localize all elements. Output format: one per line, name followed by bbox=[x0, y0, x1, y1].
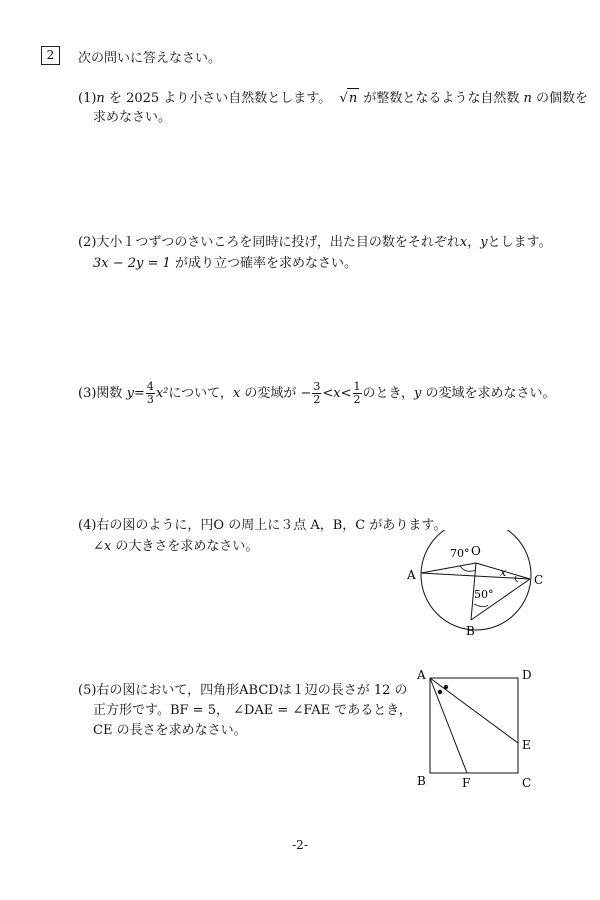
label-e: E bbox=[522, 738, 531, 752]
q4-text-line1: 右の図のように，円O の周上に３点 A，B，C があります。 bbox=[96, 518, 447, 533]
q3-eq: = bbox=[133, 386, 145, 401]
label-50: 50° bbox=[474, 588, 494, 601]
page-number: -2- bbox=[292, 838, 308, 852]
label-b: B bbox=[417, 774, 426, 788]
q3-fraction-3-2: $\frac{3}{2}$ bbox=[313, 380, 321, 406]
q3-var-x-2: x bbox=[333, 386, 341, 401]
q3-mid1: について， bbox=[168, 386, 233, 401]
q1-text-pre: を 2025 より小さい自然数とします。 bbox=[108, 91, 332, 106]
q3-mid3: のとき， bbox=[362, 386, 415, 401]
q2-number: (2) bbox=[78, 235, 97, 250]
q3-x-squared: x² bbox=[155, 386, 169, 401]
segment-ae bbox=[430, 678, 518, 743]
label-70: 70° bbox=[450, 547, 470, 560]
angle-dot-2 bbox=[438, 690, 442, 694]
q1-sqrt-n: n bbox=[347, 88, 359, 109]
q2-equation: 3x − 2y = 1 bbox=[93, 256, 171, 271]
label-c: C bbox=[522, 776, 532, 790]
q1-text-mid: が整数となるような自然数 bbox=[359, 91, 524, 106]
q2-text-post: とします。 bbox=[487, 235, 552, 250]
q1-number: (1) bbox=[78, 91, 97, 106]
label-d: D bbox=[522, 668, 532, 682]
square-abcd bbox=[430, 678, 518, 773]
q1-var-n: n bbox=[96, 91, 105, 106]
label-c: C bbox=[534, 573, 544, 587]
q3-lt1: < bbox=[322, 386, 334, 401]
q3-fraction-4-3: $\frac{4}{3}$ bbox=[146, 380, 154, 406]
q1-text-post: の個数を bbox=[531, 91, 588, 106]
label-o: O bbox=[471, 544, 481, 558]
q3-number: (3) bbox=[78, 386, 97, 401]
q3-var-y-2: y bbox=[414, 386, 422, 401]
q4-var-x: x bbox=[103, 539, 112, 554]
angle-dot-1 bbox=[444, 685, 448, 689]
q2-line1 bbox=[78, 233, 552, 253]
q4-number: (4) bbox=[78, 518, 97, 533]
q1-line1 bbox=[78, 88, 588, 109]
problem-number-box bbox=[41, 46, 60, 65]
q4-text-line2: の大きさを求めなさい。 bbox=[111, 539, 259, 554]
q2-comma: ， bbox=[467, 235, 481, 250]
q3-fraction-1-2: $\frac{1}{2}$ bbox=[353, 380, 361, 406]
q3-mid2: の変域が − bbox=[240, 386, 312, 401]
q2-line2-post: が成り立つ確率を求めなさい。 bbox=[170, 256, 357, 271]
q3-var-y: y bbox=[126, 386, 134, 401]
q1-line2: 求めなさい。 bbox=[93, 110, 172, 125]
q5-number: (5) bbox=[78, 683, 97, 698]
angle-arc-x bbox=[515, 576, 518, 582]
q4-line1 bbox=[78, 516, 446, 536]
q5-square-figure bbox=[410, 665, 540, 795]
q3-label: 関数 bbox=[96, 386, 127, 401]
problem-heading: 次の問いに答えなさい。 bbox=[78, 51, 222, 66]
q3-end: の変域を求めなさい。 bbox=[421, 386, 556, 401]
q5-line3: CE の長さを求めなさい。 bbox=[93, 723, 247, 738]
angle-arc-70 bbox=[460, 566, 476, 571]
q5-line1 bbox=[78, 681, 408, 701]
angle-arc-50 bbox=[474, 604, 488, 607]
label-x: x bbox=[500, 566, 507, 579]
q3-line bbox=[78, 381, 556, 407]
label-f: F bbox=[462, 776, 471, 790]
q2-line2 bbox=[93, 254, 357, 274]
q1-sqrt-symbol: √ bbox=[339, 91, 348, 106]
q4-angle-sym: ∠ bbox=[93, 539, 104, 554]
q2-var-y: y bbox=[480, 235, 488, 250]
q4-circle-figure bbox=[400, 530, 560, 645]
label-a: A bbox=[417, 668, 426, 682]
label-b: B bbox=[466, 624, 475, 638]
q5-line2: 正方形です。BF = 5， ∠DAE = ∠FAE であるとき， bbox=[93, 703, 412, 718]
q5-text-line1: 右の図において，四角形ABCDは１辺の長さが 12 の bbox=[96, 683, 408, 698]
q1-var-n-2: n bbox=[523, 91, 532, 106]
problem-number: 2 bbox=[46, 48, 55, 62]
q2-var-x: x bbox=[459, 235, 468, 250]
q3-lt2: < bbox=[340, 386, 352, 401]
q3-var-x: x bbox=[232, 386, 241, 401]
label-a: A bbox=[407, 568, 416, 582]
q4-line2 bbox=[93, 537, 258, 557]
q2-text-pre: 大小１つずつのさいころを同時に投げ，出た目の数をそれぞれ bbox=[96, 235, 460, 250]
